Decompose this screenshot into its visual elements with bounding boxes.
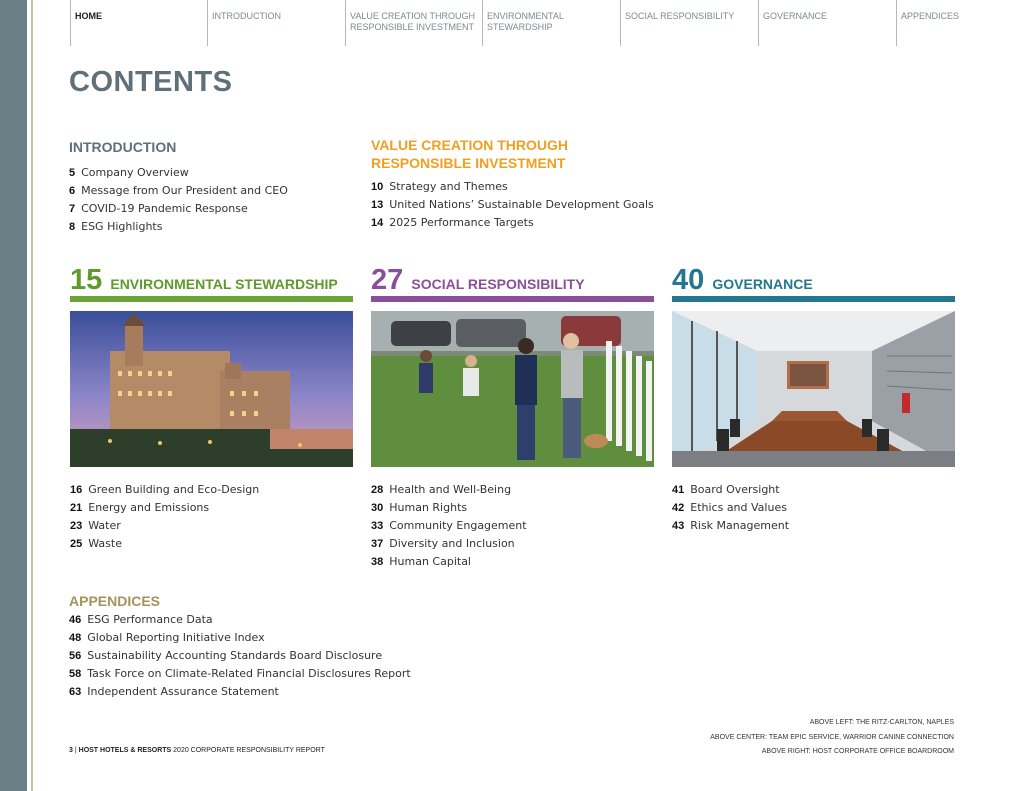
toc-entry[interactable]: [69, 629, 411, 647]
toc-page-number: 38: [371, 556, 384, 568]
toc-entry[interactable]: [371, 178, 654, 196]
toc-entry[interactable]: [371, 517, 527, 535]
toc-entry-label: 2025 Performance Targets: [389, 216, 534, 229]
environmental-list: [70, 481, 259, 553]
toc-entry-label: Company Overview: [81, 166, 189, 179]
toc-page-number: 6: [69, 185, 76, 197]
toc-entry-label: Risk Management: [690, 519, 790, 532]
toc-entry[interactable]: [70, 499, 259, 517]
page-footer: [69, 747, 325, 754]
toc-entry[interactable]: [69, 164, 288, 182]
caption-left-photo: ABOVE LEFT: THE RITZ-CARLTON, NAPLES: [809, 719, 954, 726]
toc-page-number: 23: [70, 520, 83, 532]
toc-entry-label: Global Reporting Initiative Index: [87, 631, 265, 644]
team-service-photo: [371, 311, 654, 467]
environmental-page-number: 15: [70, 264, 103, 296]
toc-entry[interactable]: [69, 218, 288, 236]
governance-list: [672, 481, 789, 535]
toc-page-number: 10: [371, 181, 384, 193]
governance-heading: GOVERNANCE: [712, 276, 813, 292]
toc-entry-label: Diversity and Inclusion: [389, 537, 515, 550]
toc-entry[interactable]: [69, 665, 411, 683]
toc-entry[interactable]: [69, 182, 288, 200]
toc-page-number: 8: [69, 221, 76, 233]
caption-center-photo: ABOVE CENTER: TEAM EPIC SERVICE, WARRIOR CANINE CONNECTION: [710, 734, 954, 741]
governance-header[interactable]: [672, 265, 955, 303]
toc-entry-label: ESG Performance Data: [87, 613, 213, 626]
toc-page-number: 14: [371, 217, 384, 229]
side-accent-line: [31, 0, 33, 791]
boardroom-photo: [672, 311, 955, 467]
toc-entry-label: Strategy and Themes: [389, 180, 508, 193]
nav-social[interactable]: SOCIAL RESPONSIBILITY: [620, 0, 755, 46]
toc-entry-label: Health and Well-Being: [389, 483, 512, 496]
footer-report: 2020 CORPORATE RESPONSIBILITY REPORT: [173, 747, 325, 754]
nav-governance[interactable]: GOVERNANCE: [758, 0, 893, 46]
appendices-heading: APPENDICES: [69, 593, 161, 609]
toc-entry-label: Green Building and Eco-Design: [88, 483, 260, 496]
value-creation-list: [371, 178, 654, 232]
toc-entry[interactable]: [371, 196, 654, 214]
toc-page-number: 7: [69, 203, 76, 215]
toc-entry-label: Independent Assurance Statement: [87, 685, 279, 698]
toc-entry[interactable]: [69, 611, 411, 629]
toc-entry[interactable]: [70, 535, 259, 553]
toc-page-number: 46: [69, 614, 82, 626]
toc-page-number: 16: [70, 484, 83, 496]
footer-page-number: 3: [69, 747, 73, 754]
toc-entry-label: Waste: [88, 537, 122, 550]
toc-entry[interactable]: [70, 517, 259, 535]
toc-entry[interactable]: [371, 499, 527, 517]
toc-page-number: 25: [70, 538, 83, 550]
nav-appendices[interactable]: APPENDICES: [896, 0, 976, 46]
social-header[interactable]: [371, 265, 654, 303]
toc-entry[interactable]: [371, 553, 527, 571]
side-color-bar: [0, 0, 27, 791]
toc-entry[interactable]: [69, 683, 411, 701]
toc-entry-label: Community Engagement: [389, 519, 527, 532]
ritz-carlton-naples-photo: [70, 311, 353, 467]
footer-company: HOST HOTELS & RESORTS: [78, 747, 172, 754]
environmental-header[interactable]: [70, 265, 353, 303]
toc-entry-label: Board Oversight: [690, 483, 780, 496]
toc-page-number: 58: [69, 668, 82, 680]
toc-page-number: 21: [70, 502, 83, 514]
introduction-list: [69, 164, 288, 236]
toc-page-number: 37: [371, 538, 384, 550]
toc-entry[interactable]: [371, 535, 527, 553]
governance-page-number: 40: [672, 264, 705, 296]
social-list: [371, 481, 527, 571]
social-rule: [371, 296, 654, 302]
social-page-number: 27: [371, 264, 404, 296]
toc-entry-label: Energy and Emissions: [88, 501, 210, 514]
environmental-rule: [70, 296, 353, 302]
nav-value-creation[interactable]: VALUE CREATION THROUGH RESPONSIBLE INVESTMENT: [345, 0, 480, 46]
footer-separator: |: [74, 747, 77, 754]
toc-entry[interactable]: [371, 214, 654, 232]
value-creation-heading-line1: VALUE CREATION THROUGH: [371, 137, 569, 153]
toc-page-number: 56: [69, 650, 82, 662]
nav-environmental[interactable]: ENVIRONMENTAL STEWARDSHIP: [482, 0, 572, 46]
nav-home[interactable]: HOME: [70, 0, 205, 46]
caption-right-photo: ABOVE RIGHT: HOST CORPORATE OFFICE BOARDROOM: [761, 748, 954, 755]
value-creation-heading-line2: RESPONSIBLE INVESTMENT: [371, 155, 566, 171]
toc-entry-label: ESG Highlights: [81, 220, 163, 233]
toc-entry-label: Sustainability Accounting Standards Board Disclosure: [87, 649, 383, 662]
page-title: CONTENTS: [69, 66, 233, 98]
toc-entry[interactable]: [69, 200, 288, 218]
social-heading: SOCIAL RESPONSIBILITY: [411, 276, 585, 292]
toc-entry[interactable]: [70, 481, 259, 499]
environmental-heading: ENVIRONMENTAL STEWARDSHIP: [110, 276, 338, 292]
toc-page-number: 30: [371, 502, 384, 514]
toc-entry-label: Human Capital: [389, 555, 471, 568]
appendices-list: [69, 611, 411, 701]
toc-entry-label: United Nations’ Sustainable Development Goals: [389, 198, 654, 211]
toc-page-number: 13: [371, 199, 384, 211]
toc-entry-label: Water: [88, 519, 121, 532]
governance-rule: [672, 296, 955, 302]
value-creation-heading: [371, 136, 568, 172]
toc-page-number: 41: [672, 484, 685, 496]
toc-page-number: 33: [371, 520, 384, 532]
toc-entry-label: Human Rights: [389, 501, 468, 514]
toc-entry[interactable]: [672, 499, 789, 517]
toc-page-number: 63: [69, 686, 82, 698]
toc-page-number: 5: [69, 167, 76, 179]
toc-page-number: 42: [672, 502, 685, 514]
toc-page-number: 28: [371, 484, 384, 496]
nav-introduction[interactable]: INTRODUCTION: [207, 0, 342, 46]
toc-entry[interactable]: [672, 517, 789, 535]
toc-entry-label: COVID-19 Pandemic Response: [81, 202, 248, 215]
introduction-heading: INTRODUCTION: [69, 139, 177, 155]
toc-entry-label: Ethics and Values: [690, 501, 787, 514]
toc-page-number: 48: [69, 632, 82, 644]
toc-page-number: 43: [672, 520, 685, 532]
toc-entry-label: Task Force on Climate-Related Financial Disclosures Report: [87, 667, 411, 680]
toc-entry[interactable]: [69, 647, 411, 665]
toc-entry-label: Message from Our President and CEO: [81, 184, 288, 197]
toc-entry[interactable]: [672, 481, 789, 499]
toc-entry[interactable]: [371, 481, 527, 499]
